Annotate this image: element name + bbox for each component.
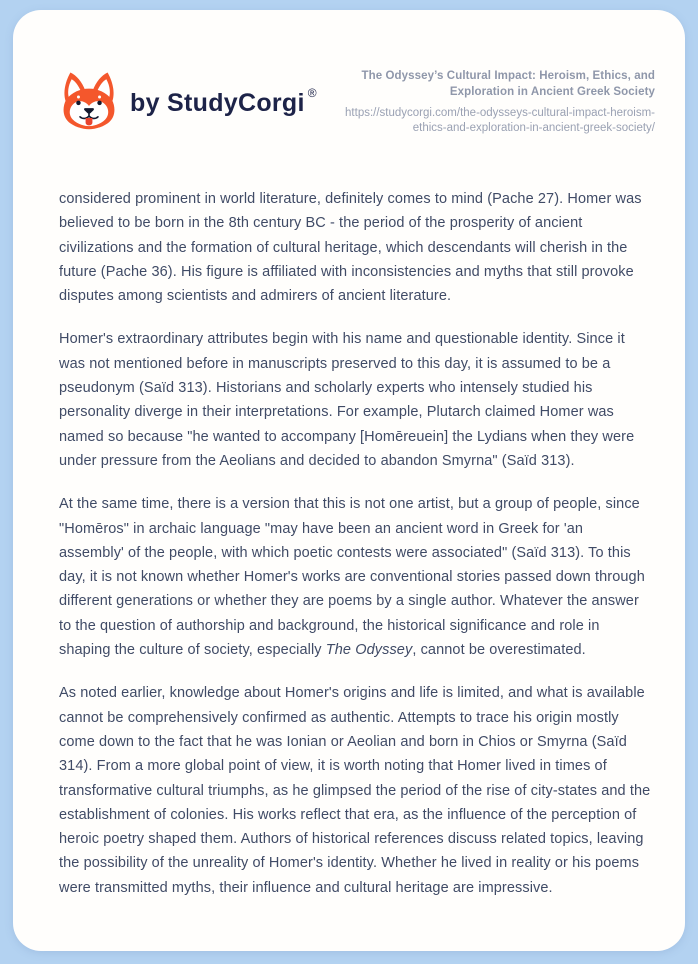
document-header (13, 10, 685, 136)
essay-body (13, 136, 685, 900)
document-url-link[interactable]: https://studycorgi.com/the-odysseys-cultural-impact-heroism-ethics-and-exploration-in-ancient-greek-society/ (345, 107, 655, 134)
essay-paragraph: Homer's extraordinary attributes begin with his name and questionable identity. Since it was not mentioned before in manuscripts preserved to this day, it is assumed to be a pseudonym (Saïd 313). Historians and scholarly experts who intensely studied his personality diverge in their interpretations. For example, Plutarch claimed Homer was named so because "he wanted to accompany [Homēreuein] the Lydians when they were under pressure from the Aeolians and decided to abandon Smyrna" (Saïd 313). (59, 331, 635, 469)
brand (58, 70, 317, 132)
essay-paragraph (59, 492, 651, 662)
document-meta (333, 66, 655, 136)
registered-trademark-icon: ® (307, 85, 317, 100)
corgi-head-icon (58, 70, 120, 132)
essay-paragraph: considered prominent in world literature, definitely comes to mind (Pache 27). Homer was believed to be born in the 8th century BC - the period of the prosperity of ancient civilizations and the formation of cultural heritage, which descendants will cherish in the future (Pache 36). His figure is affiliated with inconsistencies and myths that still provoke disputes among scientists and admirers of ancient literature. (59, 191, 642, 305)
document-card (13, 10, 685, 951)
odyssey-title-italic: The Odyssey (325, 642, 413, 659)
paragraph-text: At the same time, there is a version that this is not one artist, but a group of people, since "Homēros" in archaic language "may have been an ancient word in Greek for 'an assembly' of the people, with which poetic contests were associated" (Saïd 313). To this day, it is not known whether Homer's works are conventional stories passed down through different generations or whether they are poems by a single author. Whatever the answer to the question of authorship and background, the historical significance and role in shaping the culture of society, especially (59, 496, 645, 659)
document-title: The Odyssey’s Cultural Impact: Heroism, Ethics, and Exploration in Ancient Greek Society (361, 70, 655, 98)
brand-name: by StudyCorgi ® (130, 85, 317, 117)
essay-paragraph: As noted earlier, knowledge about Homer's origins and life is limited, and what is available cannot be comprehensively confirmed as authentic. Attempts to trace his origin mostly come down to the fact that he was Ionian or Aeolian and born in Chios or Smyrna (Saïd 314). From a more global point of view, it is worth noting that Homer lived in times of transformative cultural triumphs, as he glimpsed the period of the rise of city-states and the establishment of colonies. His works reflect that era, as the influence of the perception of heroic poetry shaped them. Authors of historical references discuss related topics, leaving the possibility of the unreality of Homer's identity. Whether he lived in reality or his poems were transmitted myths, their influence and cultural heritage are impressive. (59, 685, 651, 896)
paragraph-text: , cannot be overestimated. (412, 642, 586, 659)
